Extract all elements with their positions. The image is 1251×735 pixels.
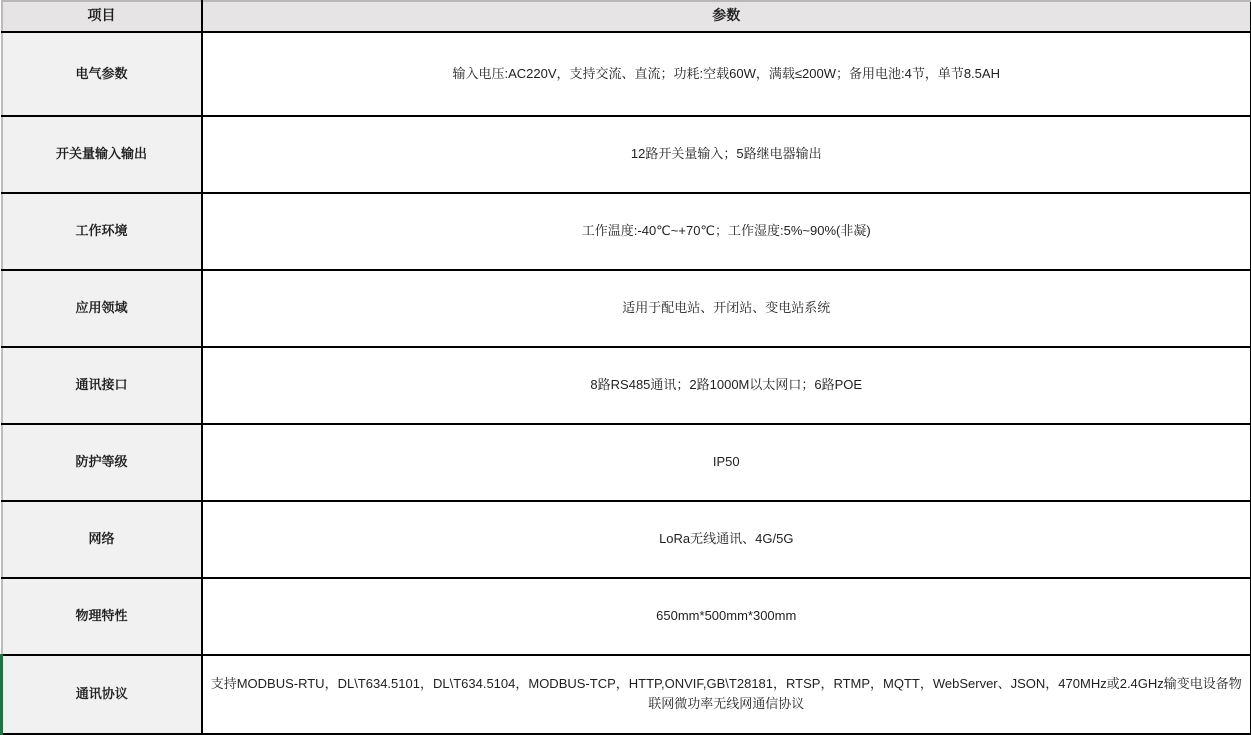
table-row bbox=[2, 347, 1251, 424]
cell-param-protection-rating: IP50 bbox=[202, 424, 1251, 501]
cell-param-network: LoRa无线通讯、4G/5G bbox=[202, 501, 1251, 578]
table-row bbox=[2, 501, 1251, 578]
table-row bbox=[2, 116, 1251, 193]
cell-param-operating-env: 工作温度:-40℃~+70℃；工作湿度:5%~90%(非凝) bbox=[202, 193, 1251, 270]
header-cell-item: 项目 bbox=[2, 1, 202, 32]
cell-item-comm-protocol: 通讯协议 bbox=[2, 655, 202, 734]
cell-item-switch-io: 开关量输入输出 bbox=[2, 116, 202, 193]
table-row bbox=[2, 32, 1251, 116]
table-row bbox=[2, 578, 1251, 655]
cell-item-protection-rating: 防护等级 bbox=[2, 424, 202, 501]
table-row bbox=[2, 193, 1251, 270]
cell-param-application-field: 适用于配电站、开闭站、变电站系统 bbox=[202, 270, 1251, 347]
cell-item-physical: 物理特性 bbox=[2, 578, 202, 655]
table-header-row bbox=[2, 1, 1251, 32]
cell-param-switch-io: 12路开关量输入；5路继电器输出 bbox=[202, 116, 1251, 193]
cell-param-physical: 650mm*500mm*300mm bbox=[202, 578, 1251, 655]
header-cell-param: 参数 bbox=[202, 1, 1251, 32]
cell-item-operating-env: 工作环境 bbox=[2, 193, 202, 270]
table-row bbox=[2, 424, 1251, 501]
cell-item-comm-interface: 通讯接口 bbox=[2, 347, 202, 424]
table-row bbox=[2, 270, 1251, 347]
cell-param-electrical-params: 输入电压:AC220V，支持交流、直流；功耗:空载60W，满载≤200W；备用电池:4节，单节8.5AH bbox=[202, 32, 1251, 116]
cell-param-comm-interface: 8路RS485通讯；2路1000M以太网口；6路POE bbox=[202, 347, 1251, 424]
cell-item-network: 网络 bbox=[2, 501, 202, 578]
cell-item-electrical-params: 电气参数 bbox=[2, 32, 202, 116]
cell-item-application-field: 应用领域 bbox=[2, 270, 202, 347]
table-row bbox=[2, 655, 1251, 734]
cell-param-comm-protocol: 支持MODBUS-RTU，DL\T634.5101，DL\T634.5104，MODBUS-TCP，HTTP,ONVIF,GB\T28181，RTSP，RTMP，MQTT，WebServer、JSON，470MHz或2.4GHz输变电设备物联网微功率无线网通信协议 bbox=[202, 655, 1251, 734]
